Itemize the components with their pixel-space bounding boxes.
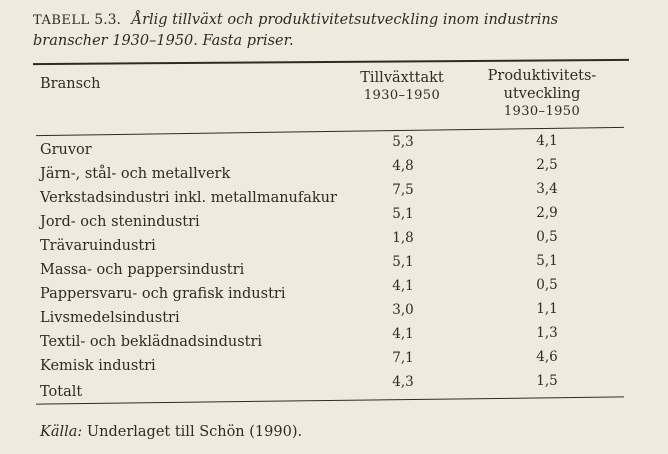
table-number: 5.3.	[94, 12, 121, 28]
header-productivity	[482, 67, 602, 121]
header-growth-period: 1930–1950	[363, 88, 441, 103]
branch-name: Totalt	[40, 384, 83, 400]
bottom-rule	[36, 396, 624, 404]
growth-value: 4,1	[392, 326, 414, 342]
branch-name: Trävaruindustri	[40, 238, 156, 254]
branch-name: Massa- och pappersindustri	[40, 262, 245, 278]
productivity-value: 0,5	[536, 277, 558, 293]
productivity-value: 2,5	[536, 157, 558, 173]
growth-value: 5,1	[392, 206, 414, 222]
growth-value: 5,3	[392, 134, 414, 150]
header-branch: Bransch	[40, 76, 101, 92]
source-label: Källa:	[40, 424, 83, 440]
growth-value: 7,5	[392, 182, 414, 198]
branch-name: Jord- och stenindustri	[40, 214, 200, 230]
productivity-value: 1,1	[536, 301, 558, 317]
growth-value: 4,3	[392, 374, 414, 390]
branch-name: Livsmedelsindustri	[40, 310, 180, 326]
branch-name: Järn-, stål- och metallverk	[40, 166, 231, 182]
growth-value: 3,0	[392, 302, 414, 318]
productivity-value: 1,5	[536, 373, 558, 389]
source-text: Underlaget till Schön (1990).	[86, 424, 303, 440]
header-productivity-period: 1930–1950	[503, 104, 581, 119]
growth-value: 5,1	[392, 254, 414, 270]
branch-name: Verkstadsindustri inkl. metallmanufakur	[40, 190, 337, 206]
header-productivity-title-1: Produktivitets-	[487, 68, 597, 84]
branch-name: Kemisk industri	[40, 358, 156, 374]
productivity-value: 5,1	[536, 253, 558, 269]
branch-name: Pappersvaru- och grafisk industri	[40, 286, 286, 302]
growth-value: 1,8	[392, 230, 414, 246]
productivity-value: 4,1	[536, 133, 558, 149]
growth-value: 4,8	[392, 158, 414, 174]
growth-value: 4,1	[392, 278, 414, 294]
productivity-value: 4,6	[536, 349, 558, 365]
table-title: Årlig tillväxt och produktivitetsutveckling inom industrins branscher 1930–1950. Fasta priser.	[33, 12, 559, 49]
table-caption	[33, 10, 623, 52]
source-note	[40, 424, 302, 440]
table-label: TABELL	[33, 13, 90, 28]
productivity-value: 3,4	[536, 181, 558, 197]
productivity-value: 1,3	[536, 325, 558, 341]
branch-name: Textil- och beklädnadsindustri	[40, 334, 263, 350]
header-growth	[352, 69, 452, 105]
growth-value: 7,1	[392, 350, 414, 366]
branch-name: Gruvor	[40, 142, 92, 158]
productivity-value: 2,9	[536, 205, 558, 221]
header-productivity-title-2: utveckling	[503, 86, 581, 102]
top-rule	[33, 59, 629, 65]
productivity-value: 0,5	[536, 229, 558, 245]
header-growth-title: Tillväxttakt	[360, 70, 444, 86]
